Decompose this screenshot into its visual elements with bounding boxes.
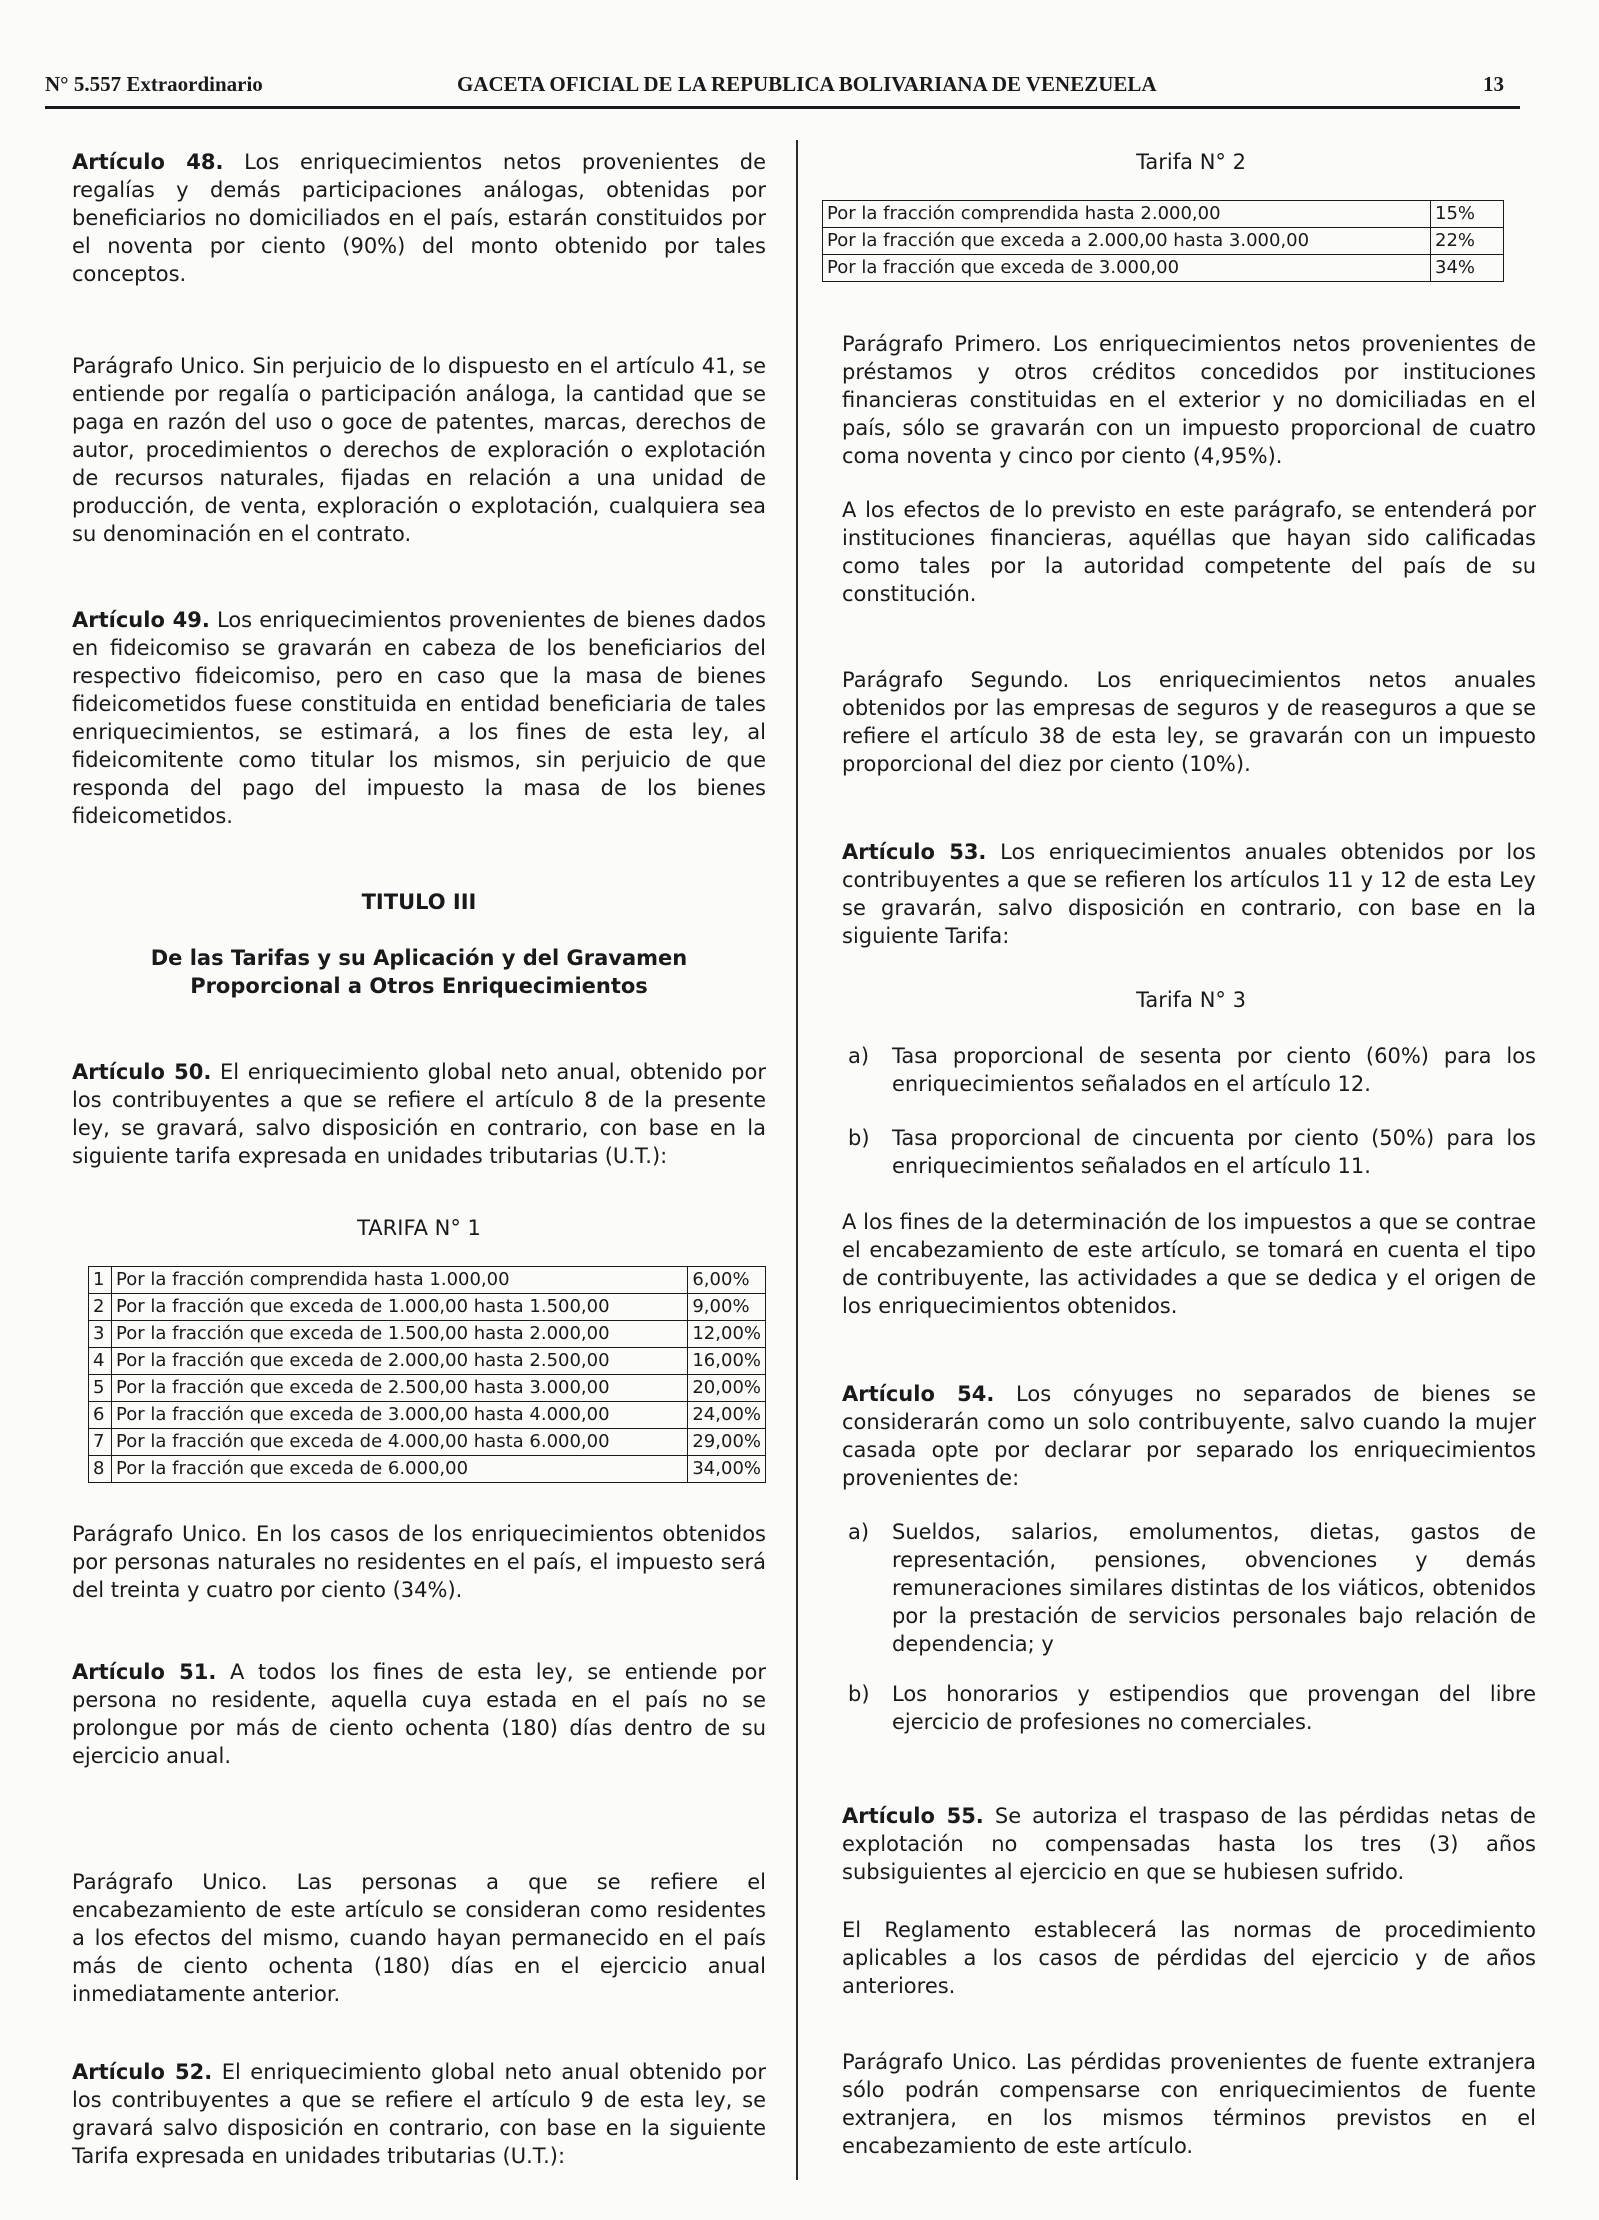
article-51-paragraph [72,1868,766,2008]
tarifa-2-row [823,255,1504,282]
article-54-text: Los cónyuges no separados de bienes se considerarán como un solo contribuyente, salvo cuando la mujer casada opte por declarar por separado los enriquecimientos provenientes de: [842,1382,1536,1490]
tarifa-1-row-number: 8 [89,1456,112,1483]
article-52-text: El enriquecimiento global neto anual obtenido por los contribuyentes a que se refiere el artículo 9 de esta ley, se gravará salvo disposición en contrario, con base en la siguiente Tarifa expresada en unidades tributarias (U.T.): [72,2060,766,2168]
article-50 [72,1058,766,1170]
tarifa-2-table [822,200,1504,282]
tarifa-2-row-rate: 34% [1431,255,1504,282]
article-54-item-b-label: b) [848,1682,870,1706]
article-53-item-a-label: a) [848,1044,870,1068]
article-55-second [842,1916,1536,2000]
article-52-paragraph-1b-text: A los efectos de lo previsto en este parágrafo, se entenderá por instituciones financieras, aquéllas que hayan sido calificadas como tales por la autoridad competente del país de su constitución. [842,498,1536,606]
tarifa-1-row-rate: 6,00% [688,1267,766,1294]
tarifa-1-row [89,1402,766,1429]
article-48-paragraph [72,352,766,548]
article-53-item-a [842,1042,1536,1098]
tarifa-2-row [823,228,1504,255]
tarifa-1-row-rate: 16,00% [688,1348,766,1375]
article-50-paragraph-text: Parágrafo Unico. En los casos de los enriquecimientos obtenidos por personas naturales no residentes en el país, el impuesto será del treinta y cuatro por ciento (34%). [72,1522,766,1602]
tarifa-2-row-description: Por la fracción comprendida hasta 2.000,00 [823,201,1431,228]
article-48-label: Artículo 48. [72,150,224,174]
tarifa-1-row-description: Por la fracción que exceda de 4.000,00 hasta 6.000,00 [112,1429,688,1456]
article-52-paragraph-2-text: Parágrafo Segundo. Los enriquecimientos netos anuales obtenidos por las empresas de seguros y de reaseguros a que se refiere el artículo 38 de esta ley, se gravarán con un impuesto proporcional del diez por ciento (10%). [842,668,1536,776]
tarifa-1-row-description: Por la fracción comprendida hasta 1.000,00 [112,1267,688,1294]
tarifa-1-row-number: 1 [89,1267,112,1294]
tarifa-1-row [89,1348,766,1375]
tarifa-1-row-number: 6 [89,1402,112,1429]
article-55-second-text: El Reglamento establecerá las normas de procedimiento aplicables a los casos de pérdidas del ejercicio y de años anteriores. [842,1918,1536,1998]
article-54-item-a-text: Sueldos, salarios, emolumentos, dietas, gastos de representación, pensiones, obvenciones y demás remuneraciones similares distintas de los viáticos, obtenidos por la prestación de servicios personales bajo relación de dependencia; y [892,1520,1536,1656]
column-divider [796,140,798,2180]
tarifa-3-title-block [844,986,1538,1014]
tarifa-1-row-rate: 24,00% [688,1402,766,1429]
tarifa-1-title-block [72,1214,766,1242]
article-53-item-b [842,1124,1536,1180]
article-50-paragraph [72,1520,766,1604]
gazette-title: GACETA OFICIAL DE LA REPUBLICA BOLIVARIANA DE VENEZUELA [457,72,1157,96]
tarifa-2-title: Tarifa N° 2 [1136,150,1246,174]
article-52-paragraph-1-text: Parágrafo Primero. Los enriquecimientos netos provenientes de préstamos y otros créditos concedidos por instituciones financieras constituidas en el exterior y no domiciliadas en el país, sólo se gravarán con un impuesto proporcional de cuatro coma noventa y cinco por ciento (4,95%). [842,332,1536,468]
article-51 [72,1658,766,1770]
article-52-paragraph-2 [842,666,1536,778]
article-52-paragraph-1b [842,496,1536,608]
article-52-paragraph-1 [842,330,1536,470]
article-49 [72,606,766,830]
article-54 [842,1380,1536,1492]
article-50-text: El enriquecimiento global neto anual, obtenido por los contribuyentes a que se refiere el artículo 8 de la presente ley, se gravará, salvo disposición en contrario, con base en la siguiente tarifa expresada en unidades tributarias (U.T.): [72,1060,766,1168]
article-55-text: Se autoriza el traspaso de las pérdidas netas de explotación no compensadas hasta los tres (3) años subsiguientes al ejercicio en que se hubiesen sufrido. [842,1804,1536,1884]
title-subheading-2: Proporcional a Otros Enriquecimientos [190,974,648,998]
tarifa-1-row [89,1294,766,1321]
article-53-text: Los enriquecimientos anuales obtenidos por los contribuyentes a que se refieren los artículos 11 y 12 de esta Ley se gravarán, salvo disposición en contrario, con base en la siguiente Tarifa: [842,840,1536,948]
tarifa-1-row-rate: 34,00% [688,1456,766,1483]
tarifa-2-row-description: Por la fracción que exceda a 2.000,00 hasta 3.000,00 [823,228,1431,255]
article-53 [842,838,1536,950]
tarifa-3-title: Tarifa N° 3 [1136,988,1246,1012]
tarifa-1-row-rate: 20,00% [688,1375,766,1402]
tarifa-2-row-rate: 22% [1431,228,1504,255]
tarifa-2-row [823,201,1504,228]
tarifa-2-block [822,200,1504,282]
tarifa-2-title-block [844,148,1538,176]
tarifa-1-block [88,1266,766,1483]
tarifa-1-row [89,1375,766,1402]
tarifa-1-row [89,1429,766,1456]
article-55-paragraph-text: Parágrafo Unico. Las pérdidas provenientes de fuente extranjera sólo podrán compensarse con enriquecimientos de fuente extranjera, en los mismos términos previstos en el encabezamiento de este artículo. [842,2050,1536,2158]
article-54-item-a-label: a) [848,1520,870,1544]
title-block [72,888,766,1000]
tarifa-1-row-number: 4 [89,1348,112,1375]
tarifa-1-row-number: 2 [89,1294,112,1321]
tarifa-1-row-description: Por la fracción que exceda de 2.500,00 hasta 3.000,00 [112,1375,688,1402]
tarifa-1-row [89,1321,766,1348]
tarifa-1-row [89,1456,766,1483]
article-53-closing-text: A los fines de la determinación de los impuestos a que se contrae el encabezamiento de este artículo, se tomará en cuenta el tipo de contribuyente, las actividades a que se dedica y el origen de los enriquecimientos obtenidos. [842,1210,1536,1318]
article-51-paragraph-text: Parágrafo Unico. Las personas a que se refiere el encabezamiento de este artículo se consideran como residentes a los efectos del mismo, cuando hayan permanecido en el país más de ciento ochenta (180) días en el ejercicio anual inmediatamente anterior. [72,1870,766,2006]
article-48-paragraph-text: Parágrafo Unico. Sin perjuicio de lo dispuesto en el artículo 41, se entiende por regalía o participación análoga, la cantidad que se paga en razón del uso o goce de patentes, marcas, derechos de autor, procedimientos o derechos de exploración o explotación de recursos naturales, fijadas en relación a una unidad de producción, de venta, exploración o explotación, cualquiera sea su denominación en el contrato. [72,354,766,546]
article-48 [72,148,766,288]
page-header [45,66,1520,109]
article-51-label: Artículo 51. [72,1660,217,1684]
tarifa-1-row-number: 5 [89,1375,112,1402]
article-53-label: Artículo 53. [842,840,987,864]
tarifa-1-row-description: Por la fracción que exceda de 2.000,00 hasta 2.500,00 [112,1348,688,1375]
page-number: 13 [1483,72,1504,96]
tarifa-1-row-rate: 29,00% [688,1429,766,1456]
article-50-label: Artículo 50. [72,1060,212,1084]
tarifa-1-title: TARIFA N° 1 [357,1216,481,1240]
article-54-item-b-text: Los honorarios y estipendios que provengan del libre ejercicio de profesiones no comerciales. [892,1682,1536,1734]
title-subheading-1: De las Tarifas y su Aplicación y del Gravamen [150,946,688,970]
tarifa-1-row-rate: 12,00% [688,1321,766,1348]
article-51-text: A todos los fines de esta ley, se entiende por persona no residente, aquella cuya estada en el país no se prolongue por más de ciento ochenta (180) días dentro de su ejercicio anual. [72,1660,766,1768]
tarifa-1-row-description: Por la fracción que exceda de 6.000,00 [112,1456,688,1483]
article-49-label: Artículo 49. [72,608,210,632]
article-54-item-a [842,1518,1536,1658]
tarifa-1-row [89,1267,766,1294]
article-54-label: Artículo 54. [842,1382,995,1406]
tarifa-2-row-description: Por la fracción que exceda de 3.000,00 [823,255,1431,282]
issue-number: N° 5.557 Extraordinario [45,72,263,96]
tarifa-1-row-number: 7 [89,1429,112,1456]
article-52-label: Artículo 52. [72,2060,213,2084]
article-49-text: Los enriquecimientos provenientes de bienes dados en fideicomiso se gravarán en cabeza de los beneficiarios del respectivo fideicomiso, pero en caso que la masa de bienes fideicometidos fuese constituida en entidad beneficiaria de tales enriquecimientos, se estimará, a los fines de esta ley, al fideicomitente como titular los mismos, sin perjuicio de que responda del pago del impuesto la masa de los bienes fideicometidos. [72,608,766,828]
article-54-item-b [842,1680,1536,1736]
article-53-item-a-text: Tasa proporcional de sesenta por ciento (60%) para los enriquecimientos señalados en el artículo 12. [892,1044,1536,1096]
article-48-text: Los enriquecimientos netos provenientes de regalías y demás participaciones análogas, obtenidas por beneficiarios no domiciliados en el país, estarán constituidos por el noventa por ciento (90%) del monto obtenido por tales conceptos. [72,150,766,286]
tarifa-1-row-description: Por la fracción que exceda de 1.500,00 hasta 2.000,00 [112,1321,688,1348]
tarifa-1-row-number: 3 [89,1321,112,1348]
tarifa-1-row-description: Por la fracción que exceda de 1.000,00 hasta 1.500,00 [112,1294,688,1321]
tarifa-1-row-description: Por la fracción que exceda de 3.000,00 hasta 4.000,00 [112,1402,688,1429]
article-53-closing [842,1208,1536,1320]
tarifa-1-table [88,1266,766,1483]
title-heading: TITULO III [361,890,477,914]
article-55-paragraph [842,2048,1536,2160]
tarifa-2-row-rate: 15% [1431,201,1504,228]
tarifa-1-row-rate: 9,00% [688,1294,766,1321]
article-55-label: Artículo 55. [842,1804,984,1828]
article-52 [72,2058,766,2170]
article-53-item-b-text: Tasa proporcional de cincuenta por ciento (50%) para los enriquecimientos señalados en el artículo 11. [892,1126,1536,1178]
article-53-item-b-label: b) [848,1126,870,1150]
article-55 [842,1802,1536,1886]
